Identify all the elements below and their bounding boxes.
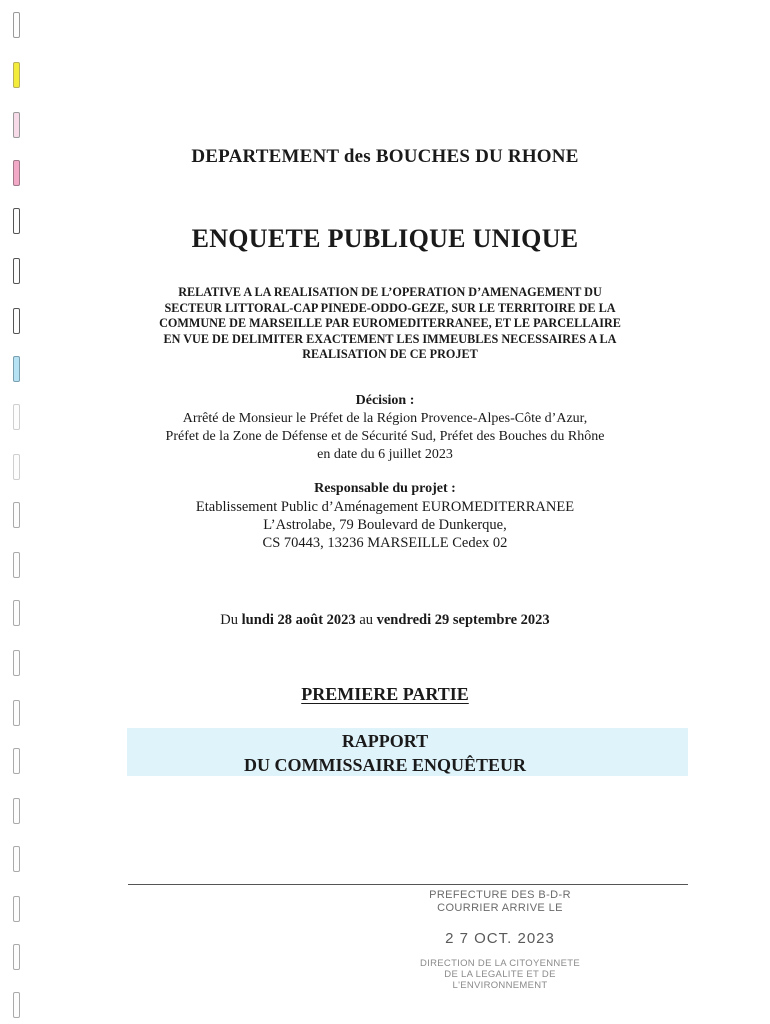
binder-ring	[13, 308, 20, 334]
subject-line: RELATIVE A LA REALISATION DE L’OPERATION D’AMENAGEMENT DU	[178, 285, 602, 299]
reception-stamp-header	[400, 889, 600, 915]
stamp-line: L'ENVIRONNEMENT	[452, 980, 548, 991]
binder-ring	[13, 552, 20, 578]
dates-middle: au	[355, 612, 377, 628]
reception-stamp-footer	[400, 958, 600, 991]
part-heading: PREMIERE PARTIE	[301, 684, 469, 704]
subject-line: COMMUNE DE MARSEILLE PAR EUROMEDITERRANEE, ET LE PARCELLAIRE	[159, 316, 621, 330]
dates-prefix: Du	[220, 612, 242, 628]
divider-line	[128, 884, 688, 885]
binder-ring-blue-tab	[13, 356, 20, 382]
responsible-line: Etablissement Public d’Aménagement EUROMEDITERRANEE	[195, 499, 575, 515]
stamp-line: PREFECTURE DES B-D-R	[429, 889, 571, 901]
stamp-date: 2 7 OCT. 2023	[445, 930, 555, 947]
report-title	[0, 729, 770, 777]
subject-line: EN VUE DE DELIMITER EXACTEMENT LES IMMEUBLES NECESSAIRES A LA	[163, 331, 617, 346]
binder-ring	[13, 846, 20, 872]
stamp-line: COURRIER ARRIVE LE	[437, 902, 563, 914]
stamp-line: DE LA LEGALITE ET DE	[444, 969, 556, 980]
binder-ring	[13, 944, 20, 970]
subject-block	[120, 285, 660, 363]
decision-line: en date du 6 juillet 2023	[317, 447, 453, 462]
binder-ring	[13, 896, 20, 922]
department-heading: DEPARTEMENT des BOUCHES DU RHONE	[191, 146, 579, 167]
dates-end: vendredi 29 septembre 2023	[376, 612, 550, 628]
subject-line: REALISATION DE CE PROJET	[302, 347, 478, 361]
binder-ring	[13, 12, 20, 38]
decision-line: Préfet de la Zone de Défense et de Sécurité Sud, Préfet des Bouches du Rhône	[165, 429, 605, 444]
binder-ring	[13, 992, 20, 1018]
binder-ring-yellow-tab	[13, 62, 20, 88]
document-title: ENQUETE PUBLIQUE UNIQUE	[191, 224, 579, 253]
responsible-heading: Responsable du projet :	[314, 481, 456, 496]
binder-ring	[13, 798, 20, 824]
responsible-line: L’Astrolabe, 79 Boulevard de Dunkerque,	[263, 517, 507, 533]
binder-ring	[13, 258, 20, 284]
responsible-line: CS 70443, 13236 MARSEILLE Cedex 02	[262, 535, 508, 551]
report-title-line: DU COMMISSAIRE ENQUÊTEUR	[243, 755, 527, 775]
subject-line: SECTEUR LITTORAL-CAP PINEDE-ODDO-GEZE, SUR LE TERRITOIRE DE LA	[164, 300, 616, 315]
inquiry-dates	[0, 612, 770, 629]
binder-ring	[13, 650, 20, 676]
decision-line: Arrêté de Monsieur le Préfet de la Région Provence-Alpes-Côte d’Azur,	[182, 411, 588, 426]
report-title-line: RAPPORT	[341, 731, 429, 751]
stamp-line: DIRECTION DE LA CITOYENNETE	[420, 958, 580, 969]
binder-ring	[13, 112, 20, 138]
decision-heading: Décision :	[355, 393, 415, 408]
dates-start: lundi 28 août 2023	[241, 612, 356, 628]
